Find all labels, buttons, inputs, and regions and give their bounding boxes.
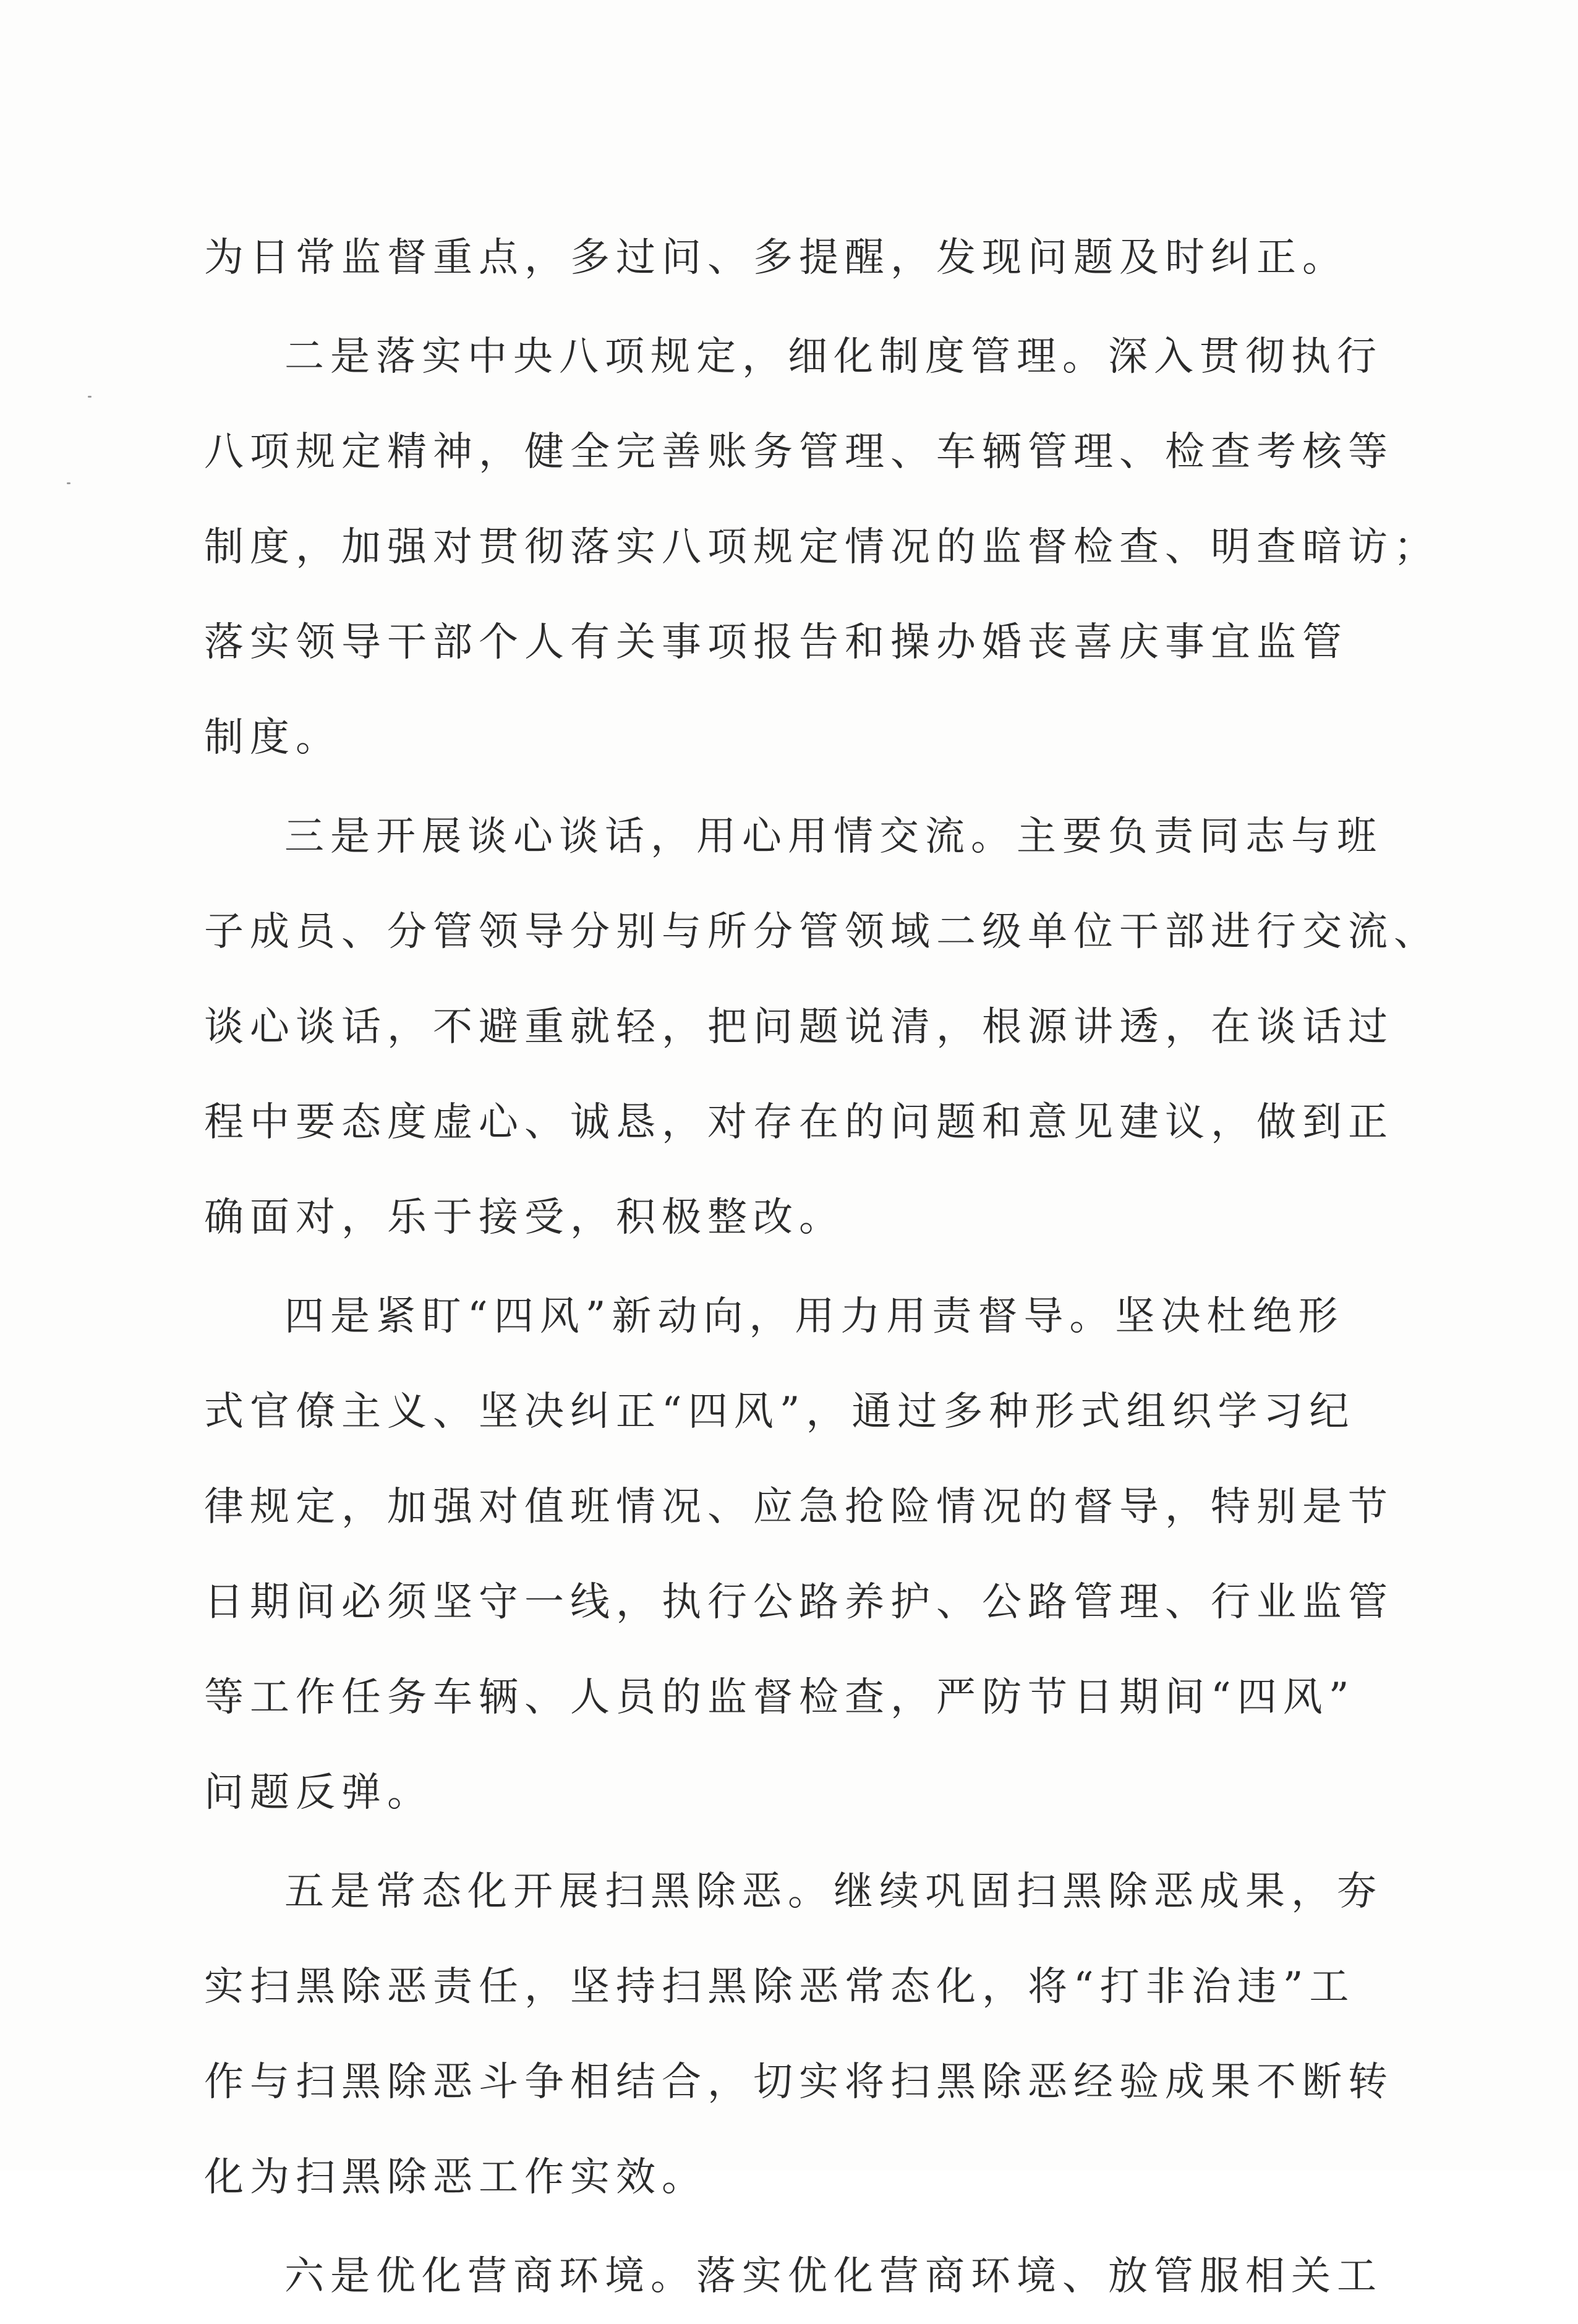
text-line: 化为扫黑除恶工作实效。 xyxy=(204,2155,707,2200)
text-line: 问题反弹。 xyxy=(204,1770,433,1816)
paragraph-start-line: 二是落实中央八项规定，细化制度管理。深入贯彻执行 xyxy=(284,334,1383,380)
paragraph-start-line: 六是优化营商环境。落实优化营商环境、放管服相关工 xyxy=(284,2254,1383,2299)
text-line: 子成员、分管领导分别与所分管领域二级单位干部进行交流、 xyxy=(204,909,1439,955)
text-line: 制度。 xyxy=(204,715,341,761)
text-line: 八项规定精神，健全完善账务管理、车辆管理、检查考核等 xyxy=(204,429,1394,475)
text-line: 作与扫黑除恶斗争相结合，切实将扫黑除恶经验成果不断转 xyxy=(204,2059,1394,2105)
paragraph-start-line: 四是紧盯“四风”新动向，用力用责督导。坚决杜绝形 xyxy=(284,1294,1344,1339)
text-line: 式官僚主义、坚决纠正“四风”，通过多种形式组织学习纪 xyxy=(204,1389,1355,1435)
scan-speck xyxy=(88,396,92,398)
text-line: 程中要态度虚心、诚恳，对存在的问题和意见建议，做到正 xyxy=(204,1100,1394,1145)
text-line: 等工作任务车辆、人员的监督检查，严防节日期间“四风” xyxy=(204,1675,1355,1720)
paragraph-start-line: 三是开展谈心谈话，用心用情交流。主要负责同志与班 xyxy=(284,814,1383,860)
text-line: 谈心谈话，不避重就轻，把问题说清，根源讲透，在谈话过 xyxy=(204,1004,1394,1050)
document-body xyxy=(204,210,1439,2324)
text-line: 确面对，乐于接受，积极整改。 xyxy=(204,1195,845,1241)
text-line: 为日常监督重点，多过问、多提醒，发现问题及时纠正。 xyxy=(204,235,1348,281)
paragraph-start-line: 五是常态化开展扫黑除恶。继续巩固扫黑除恶成果，夯 xyxy=(284,1869,1383,1915)
text-line: 律规定，加强对值班情况、应急抢险情况的督导，特别是节 xyxy=(204,1484,1394,1530)
scan-speck xyxy=(67,482,70,484)
text-line: 日期间必须坚守一线，执行公路养护、公路管理、行业监管 xyxy=(204,1579,1394,1625)
text-line: 实扫黑除恶责任，坚持扫黑除恶常态化，将“打非治违”工 xyxy=(204,1964,1355,2010)
text-line: 制度，加强对贯彻落实八项规定情况的监督检查、明查暗访； xyxy=(204,524,1439,570)
text-line: 落实领导干部个人有关事项报告和操办婚丧喜庆事宜监管 xyxy=(204,620,1348,665)
